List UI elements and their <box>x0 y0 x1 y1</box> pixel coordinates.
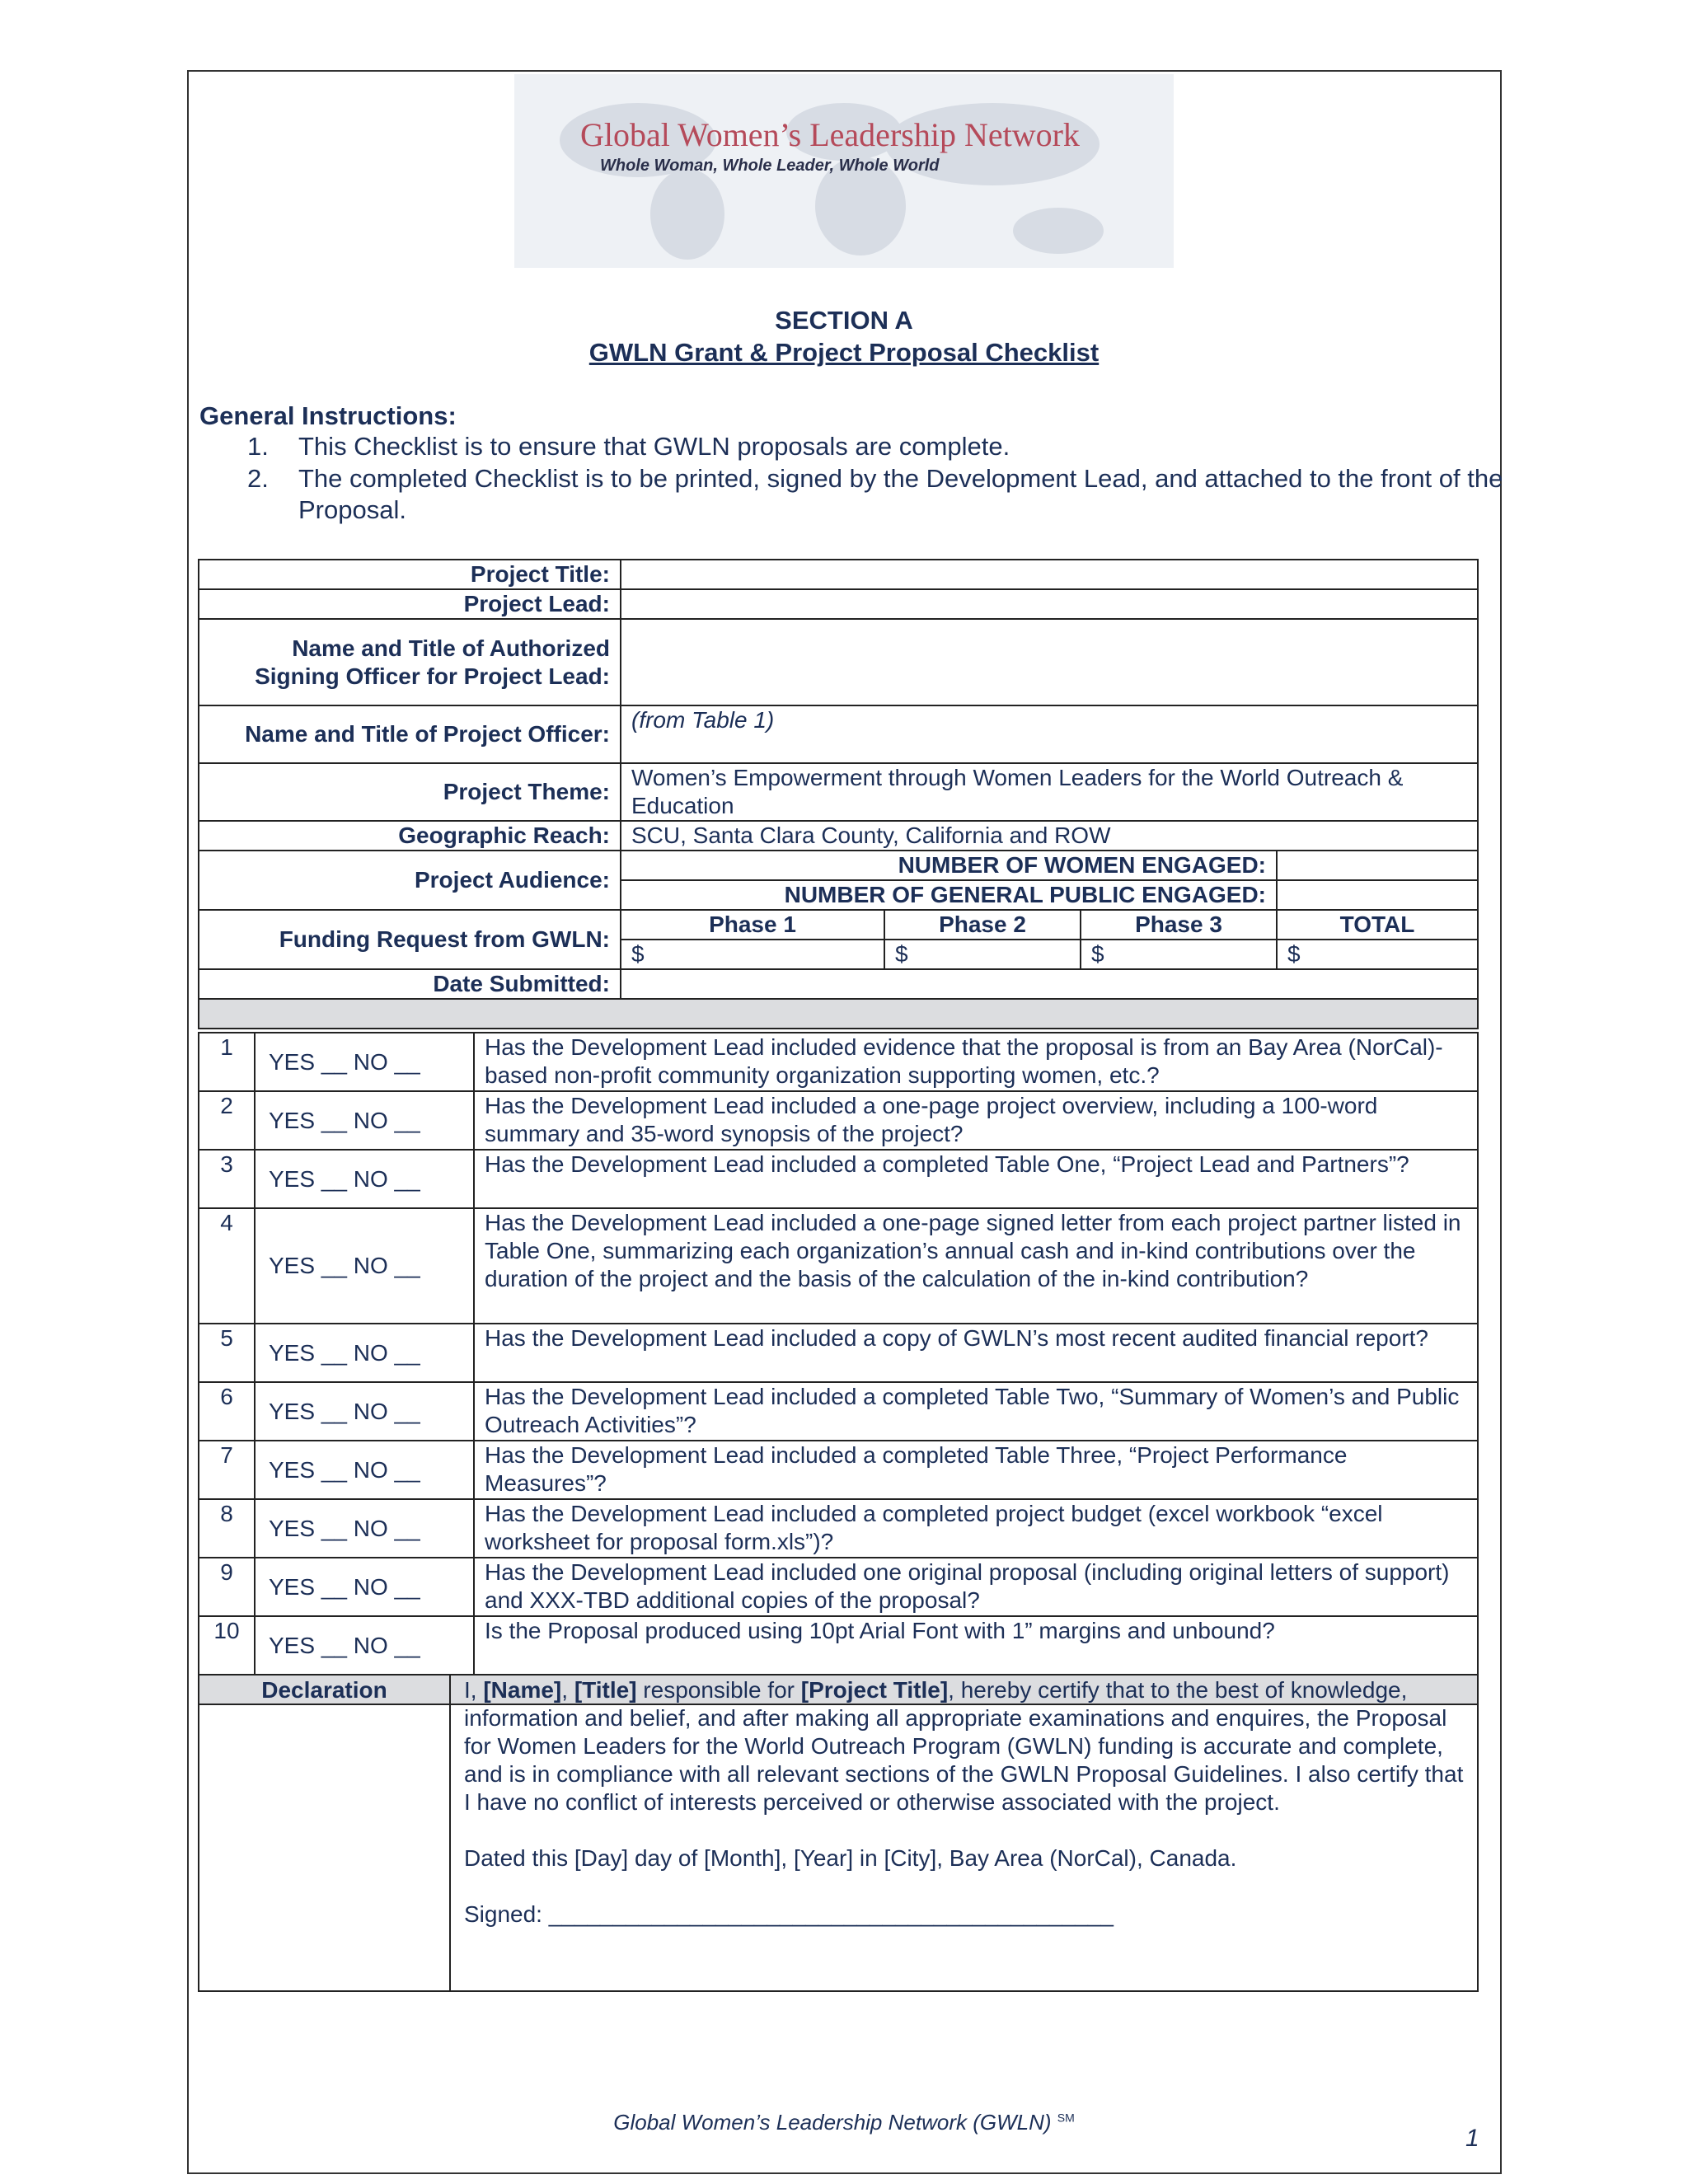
item-number: 1 <box>199 1033 255 1091</box>
yes-no-field[interactable]: YES __ NO __ <box>255 1208 474 1324</box>
title-placeholder: [Title] <box>574 1677 637 1703</box>
checklist-question: Has the Development Lead included a completed Table Two, “Summary of Women’s and Public Outreach Activities”? <box>474 1382 1478 1441</box>
geographic-reach-field[interactable]: SCU, Santa Clara County, California and ROW <box>621 821 1478 851</box>
phase-header: Phase 1 <box>621 910 884 940</box>
declaration-text: I, <box>464 1677 484 1703</box>
checklist-question: Has the Development Lead included a one-page project overview, including a 100-word summary and 35-word synopsis of the project? <box>474 1091 1478 1150</box>
declaration-text: , hereby certify that to the best of knowledge, information and belief, and after making all appropriate examinations and enquires, the Proposal for Women Leaders for the World Outreach Program (GWLN) funding is accurate and complete, and is in compliance with all relevant sections of the GWLN Proposal Guidelines. I also certify that I have no conflict of interests perceived or otherwise associated with the project. <box>464 1677 1464 1815</box>
yes-no-field[interactable]: YES __ NO __ <box>255 1033 474 1091</box>
declaration-label: Declaration <box>199 1675 450 1991</box>
instruction-text: This Checklist is to ensure that GWLN proposals are complete. <box>298 432 1010 461</box>
service-mark: SM <box>1057 2111 1075 2125</box>
date-submitted-field[interactable] <box>621 969 1478 999</box>
footer <box>0 2110 1688 2135</box>
checklist-question: Has the Development Lead included evidence that the proposal is from an Bay Area (NorCal)-based non-profit community organization supporting women, etc.? <box>474 1033 1478 1091</box>
phase-header: Phase 2 <box>884 910 1081 940</box>
phase-amount-field[interactable]: $ <box>884 940 1081 969</box>
funding-request-label: Funding Request from GWLN: <box>199 910 621 969</box>
item-number: 8 <box>199 1499 255 1558</box>
item-number: 10 <box>199 1616 255 1675</box>
footer-text: Global Women’s Leadership Network (GWLN) <box>613 2110 1057 2135</box>
phase-amount-field[interactable]: $ <box>1081 940 1277 969</box>
checklist-question: Has the Development Lead included a one-page signed letter from each project partner listed in Table One, summarizing each organization’s annual cash and in-kind contributions over the duration of the project and the basis of the calculation of the in-kind contribution? <box>474 1208 1478 1324</box>
project-officer-field[interactable]: (from Table 1) <box>621 705 1478 763</box>
public-engaged-field[interactable] <box>1277 880 1478 910</box>
checklist-question: Has the Development Lead included a copy of GWLN’s most recent audited financial report? <box>474 1324 1478 1382</box>
instruction-number: 2. <box>247 464 269 493</box>
yes-no-field[interactable]: YES __ NO __ <box>255 1441 474 1499</box>
yes-no-field[interactable]: YES __ NO __ <box>255 1091 474 1150</box>
declaration-text: responsible for <box>636 1677 801 1703</box>
project-title-placeholder: [Project Title] <box>800 1677 949 1703</box>
geographic-reach-label: Geographic Reach: <box>199 821 621 851</box>
yes-no-field[interactable]: YES __ NO __ <box>255 1324 474 1382</box>
project-audience-label: Project Audience: <box>199 851 621 910</box>
women-engaged-field[interactable] <box>1277 851 1478 880</box>
item-number: 5 <box>199 1324 255 1382</box>
checklist-question: Has the Development Lead included a completed Table One, “Project Lead and Partners”? <box>474 1150 1478 1208</box>
item-number: 6 <box>199 1382 255 1441</box>
yes-no-field[interactable]: YES __ NO __ <box>255 1616 474 1675</box>
date-submitted-label: Date Submitted: <box>199 969 621 999</box>
project-theme-label: Project Theme: <box>199 763 621 821</box>
declaration-text: , <box>561 1677 574 1703</box>
item-number: 3 <box>199 1150 255 1208</box>
dated-line: Dated this [Day] day of [Month], [Year] in [City], Bay Area (NorCal), Canada. <box>464 1845 1237 1871</box>
logo-tagline: Whole Woman, Whole Leader, Whole World <box>600 157 940 175</box>
phase-amount-field[interactable]: $ <box>621 940 884 969</box>
yes-no-field[interactable]: YES __ NO __ <box>255 1150 474 1208</box>
instruction-text: The completed Checklist is to be printed, signed by the Development Lead, and attached to the front of the Proposal. <box>298 464 1503 524</box>
page-number: 1 <box>1465 2125 1479 2152</box>
project-lead-field[interactable] <box>621 589 1478 619</box>
declaration-body <box>450 1675 1478 1991</box>
instruction-number: 1. <box>247 432 269 461</box>
name-placeholder: [Name] <box>483 1677 562 1703</box>
yes-no-field[interactable]: YES __ NO __ <box>255 1558 474 1616</box>
section-label: SECTION A <box>775 306 913 335</box>
project-info-table <box>198 559 1479 1029</box>
total-header: TOTAL <box>1277 910 1478 940</box>
project-theme-field[interactable]: Women’s Empowerment through Women Leaders for the World Outreach & Education <box>621 763 1478 821</box>
total-amount-field[interactable]: $ <box>1277 940 1478 969</box>
checklist-question: Is the Proposal produced using 10pt Arial Font with 1” margins and unbound? <box>474 1616 1478 1675</box>
item-number: 9 <box>199 1558 255 1616</box>
project-lead-label: Project Lead: <box>199 589 621 619</box>
yes-no-field[interactable]: YES __ NO __ <box>255 1499 474 1558</box>
checklist-table <box>198 1032 1479 1705</box>
checklist-question: Has the Development Lead included a completed project budget (excel workbook “excel worksheet for proposal form.xls”)? <box>474 1499 1478 1558</box>
signature-line[interactable]: Signed: ____________________________________________ <box>464 1901 1114 1927</box>
signing-officer-label: Name and Title of Authorized Signing Officer for Project Lead: <box>199 619 621 705</box>
project-title-label: Project Title: <box>199 560 621 589</box>
logo-title: Global Women’s Leadership Network <box>580 116 1080 153</box>
item-number: 7 <box>199 1441 255 1499</box>
declaration-statement <box>464 1676 1467 1816</box>
women-engaged-label: NUMBER OF WOMEN ENGAGED: <box>621 851 1277 880</box>
checklist-question: Has the Development Lead included one original proposal (including original letters of support) and XXX-TBD additional copies of the proposal? <box>474 1558 1478 1616</box>
project-title-field[interactable] <box>621 560 1478 589</box>
separator-row <box>199 999 1478 1029</box>
signing-officer-field[interactable] <box>621 619 1478 705</box>
logo-banner <box>514 74 1174 268</box>
item-number: 2 <box>199 1091 255 1150</box>
project-officer-label: Name and Title of Project Officer: <box>199 705 621 763</box>
instructions-heading: General Instructions: <box>199 401 457 430</box>
declaration-table <box>198 1675 1479 1992</box>
item-number: 4 <box>199 1208 255 1324</box>
public-engaged-label: NUMBER OF GENERAL PUBLIC ENGAGED: <box>621 880 1277 910</box>
phase-header: Phase 3 <box>1081 910 1277 940</box>
yes-no-field[interactable]: YES __ NO __ <box>255 1382 474 1441</box>
checklist-question: Has the Development Lead included a completed Table Three, “Project Performance Measures”? <box>474 1441 1478 1499</box>
page-title: GWLN Grant & Project Proposal Checklist <box>588 338 1100 367</box>
